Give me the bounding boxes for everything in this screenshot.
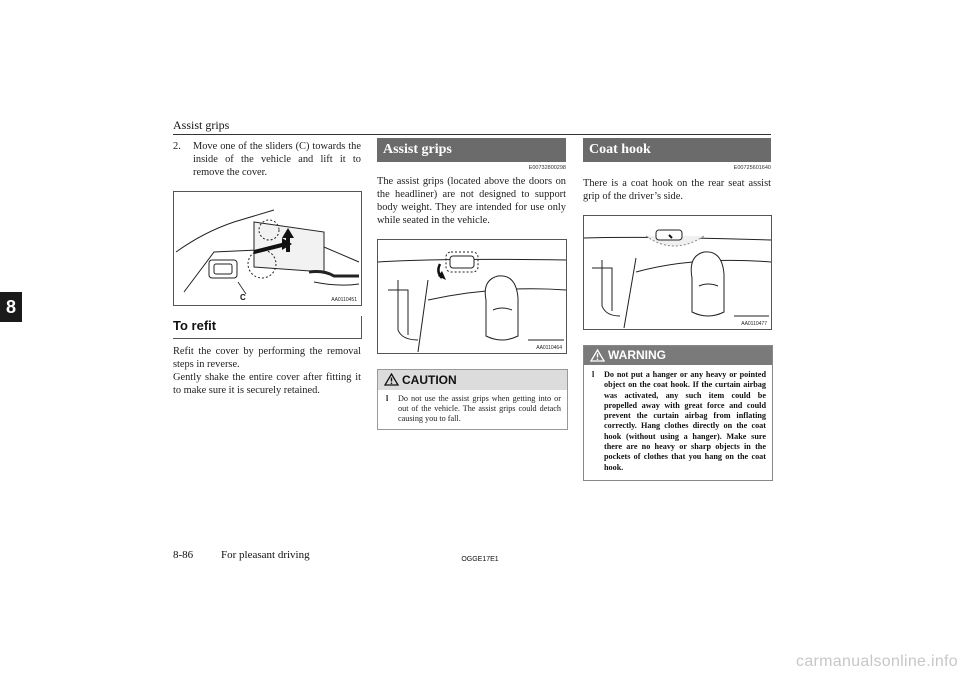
- watermark: carmanualsonline.info: [796, 653, 958, 670]
- header-rule: [173, 134, 771, 135]
- section-code: E00732800298: [528, 165, 566, 171]
- section-code: E00725601640: [733, 165, 771, 171]
- warning-triangle-icon: [590, 349, 605, 362]
- caution-box: [377, 369, 568, 430]
- shake-paragraph: Gently shake the entire cover after fitting it to make sure it is securely retained.: [173, 372, 361, 396]
- coat-hook-paragraph: There is a coat hook on the rear seat assist grip of the driver’s side.: [583, 178, 771, 202]
- figure-cover-removal: [173, 191, 362, 306]
- assist-grip-illustration: [378, 240, 566, 353]
- warning-box: [583, 345, 773, 481]
- figure-id: AA0110464: [536, 345, 562, 351]
- warning-triangle-icon: [384, 373, 399, 386]
- warning-header: [584, 346, 772, 365]
- coat-hook-illustration: [584, 216, 771, 329]
- bullet-icon: l: [386, 394, 389, 403]
- section-heading-assist-grips: Assist grips: [377, 138, 566, 162]
- footer-code: OGGE17E1: [461, 556, 499, 563]
- chapter-tab: 8: [0, 292, 22, 322]
- step-text: Move one of the sliders (C) towards the inside of the vehicle and lift it to remove the cover.: [193, 141, 361, 178]
- slider-label-c: C: [240, 293, 246, 302]
- step-2: [173, 140, 361, 179]
- figure-coat-hook: [583, 215, 772, 330]
- subheading-to-refit: To refit: [173, 316, 362, 339]
- refit-paragraph: Refit the cover by performing the removal steps in reverse.: [173, 346, 361, 370]
- assist-grips-paragraph: The assist grips (located above the doors on the headliner) are not designed to support body weight. They are intended for use only while seated in the vehicle.: [377, 176, 566, 226]
- cover-removal-illustration: [174, 192, 361, 305]
- section-heading-coat-hook: Coat hook: [583, 138, 771, 162]
- caution-title: CAUTION: [402, 373, 457, 387]
- warning-text: Do not put a hanger or any heavy or pointed object on the coat hook. If the curtain airbag was activated, any such item could be propelled away with great force and could prevent the curtain airbag from inflating correctly. Hang clothes directly on the coat hook (without using a hanger). Make sure there are no heavy or sharp objects in the pockets of clothes that you hang on the coat hook.: [604, 370, 766, 472]
- warning-body: [584, 365, 772, 473]
- caution-text: Do not use the assist grips when getting into or out of the vehicle. The assist grips could detach causing you to fall.: [398, 394, 561, 423]
- page-number: 8-86: [173, 549, 194, 561]
- footer-section-title: For pleasant driving: [221, 549, 310, 561]
- warning-title: WARNING: [608, 348, 666, 362]
- figure-id: AA0110477: [741, 321, 767, 327]
- step-number: 2.: [173, 141, 181, 152]
- bullet-icon: l: [592, 370, 595, 379]
- figure-assist-grip: [377, 239, 567, 354]
- figure-id: AA0110451: [331, 297, 357, 303]
- running-header: Assist grips: [173, 118, 230, 132]
- caution-header: [378, 370, 567, 390]
- caution-body: [378, 390, 567, 424]
